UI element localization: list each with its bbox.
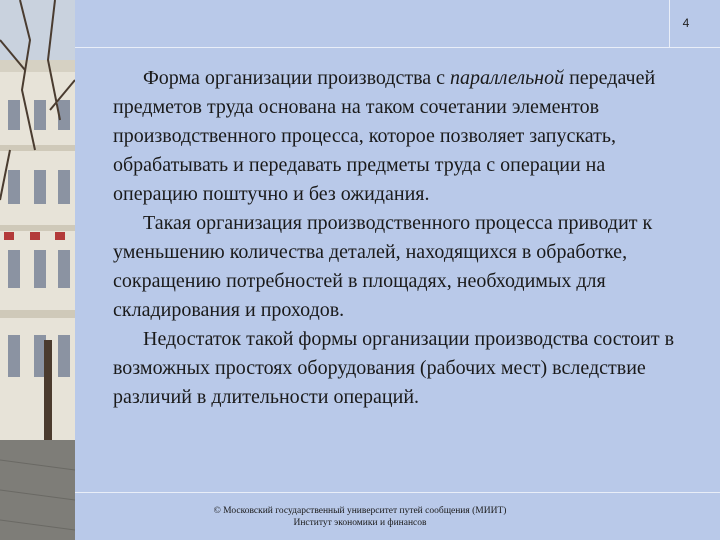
paragraph-1-end: передачей предметов труда основана на таком сочетании элементов производственного процесса, которое позволяет запускать, обрабатывать и передавать предметы труда с операции на операцию поштучно и без ожидания. <box>113 67 656 205</box>
footer-institute: Институт экономики и финансов <box>293 518 427 528</box>
corner-rule <box>669 0 670 47</box>
paragraph-parallel-transfer <box>113 64 693 209</box>
footer-copyright <box>130 505 590 529</box>
slide-body <box>113 64 693 412</box>
paragraph-1-start: Форма организации производства с <box>143 67 451 89</box>
emphasis-parallel: параллельной <box>450 67 565 89</box>
slide-number: 4 <box>682 16 690 30</box>
top-rule <box>75 47 720 48</box>
paragraph-disadvantage: Недостаток такой формы организации производства состоит в возможных простоях оборудования (рабочих мест) вследствие различий в длительности операций. <box>113 328 675 408</box>
building-photo <box>0 0 75 540</box>
footer-university: © Московский государственный университет путей сообщения (МИИТ) <box>213 506 507 516</box>
bottom-rule <box>75 492 720 493</box>
paragraph-advantages: Такая организация производственного процесса приводит к уменьшению количества деталей, находящихся в обработке, сокращению потребностей в площадях, необходимых для складирования и проходов. <box>113 212 653 321</box>
